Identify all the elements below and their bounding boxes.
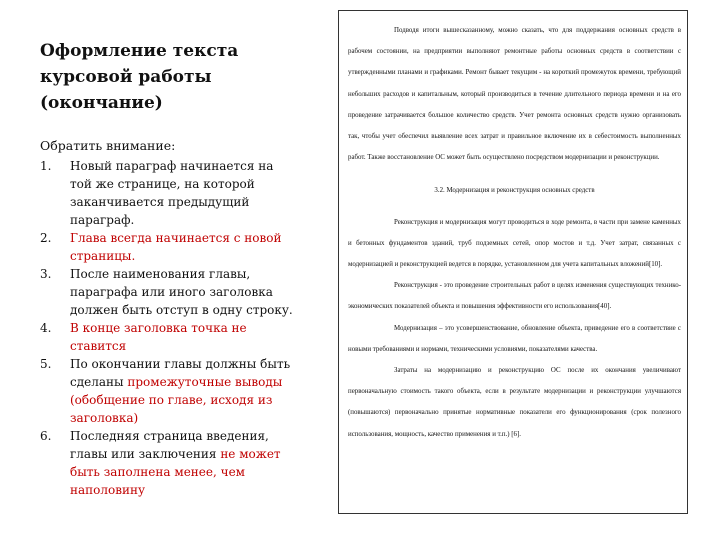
highlighted-text: Глава всегда начинается с новой страницы. — [70, 231, 282, 263]
list-item-text-part: Последняя страница введения, главы или заключения — [70, 429, 269, 461]
list-item — [40, 319, 298, 355]
list-item — [40, 355, 298, 427]
slide-title-line: (окончание) — [40, 93, 163, 113]
list-item-number: 5. — [40, 357, 52, 371]
list-item — [40, 229, 298, 265]
list-item — [40, 157, 298, 229]
attention-note: Обратить внимание: — [40, 138, 176, 153]
list-item-text-part: По окончании главы должны быть сделаны — [70, 357, 291, 389]
list-item-text — [70, 319, 298, 355]
sample-paragraph: Модернизация – это усовершенствование, обновление объекта, приведение его в соответствие с новыми требованиями и нормами, техническими условиями, показателями качества. — [348, 324, 681, 353]
rules-list — [40, 157, 298, 499]
list-item-text-part: Новый параграф начинается на той же странице, на которой заканчивается предыдущий параграф. — [70, 159, 274, 227]
highlighted-text: В конце заголовка точка не ставится — [70, 321, 247, 353]
sample-paragraph: Подводя итоги вышесказанному, можно сказать, что для поддержания основных средств в рабочем состоянии, на предприятии выполняют ремонтные работы основных средств в соответствии с утвержденными планами и графиками. Ремонт бывает текущим - на короткий промежуток времени, требующий небольших расходов и капитальным, который производиться в течение длительного периода времени и на его проведение затрачивается большое количество средств. Учет ремонта основных средств нужно организовать так, чтобы учет обеспечил выявление всех затрат и правильное включение их в себестоимость выполненных работ. Также восстановление ОС может быть осуществлено посредством модернизации и реконструкции. — [348, 27, 681, 162]
slide-title-line: курсовой работы — [40, 67, 212, 87]
list-item-number: 2. — [40, 231, 52, 245]
list-item-number: 4. — [40, 321, 52, 335]
sample-heading: 3.2. Модернизация и реконструкция основных средств — [434, 187, 595, 195]
list-item-number: 1. — [40, 159, 52, 173]
slide-title — [40, 38, 330, 116]
list-item-text — [70, 265, 298, 319]
list-item-text — [70, 427, 298, 499]
list-item — [40, 427, 298, 499]
highlighted-text: не может быть заполнена менее, чем наполовину — [70, 447, 281, 497]
sample-paragraph: Затраты на модернизацию и реконструкцию ОС после их окончания увеличивают первоначальную стоимость такого объекта, если в результате модернизации и реконструкции улучшаются (повышаются) первоначально принятые нормативные показатели его функционирования (срок полезного использования, мощность, качество применения и т.п.) [6]. — [348, 367, 681, 438]
list-item-text — [70, 355, 298, 427]
highlighted-text: промежуточные выводы (обобщение по главе, исходя из заголовка) — [70, 375, 283, 425]
list-item-text — [70, 157, 298, 229]
slide-title-line: Оформление текста — [40, 41, 239, 61]
list-item-number: 6. — [40, 429, 52, 443]
sample-paragraph: Реконструкция - это проведение строительных работ в целях изменения существующих технико-экономических показателей объекта и повышения эффективности его использования[40]. — [348, 282, 681, 311]
list-item-text-part: После наименования главы, параграфа или иного заголовка должен быть отступ в одну строку. — [70, 267, 293, 317]
sample-page — [338, 10, 688, 514]
list-item-number: 3. — [40, 267, 52, 281]
list-item-text — [70, 229, 298, 265]
list-item — [40, 265, 298, 319]
sample-paragraph: Реконструкция и модернизация могут проводиться в ходе ремонта, в части при замене каменных и бетонных фундаментов зданий, труб подземных сетей, опор мостов и т.д. Учет затрат, связанных с модернизацией и реконструкцией ведется в порядке, установленном для учета капитальных вложений[10]. — [348, 218, 681, 269]
